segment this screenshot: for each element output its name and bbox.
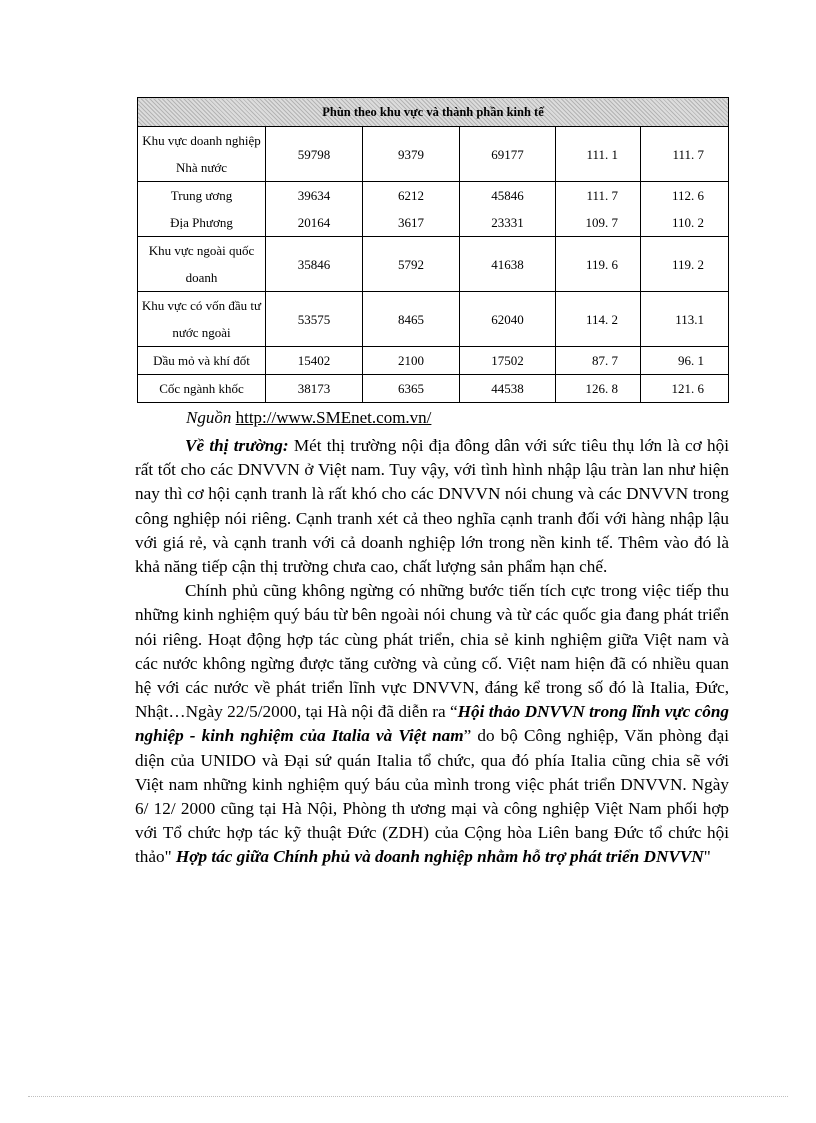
table-cell: 126. 8 bbox=[556, 375, 641, 403]
source-link[interactable]: http://www.SMEnet.com.vn/ bbox=[235, 408, 432, 427]
paragraph-government bbox=[135, 579, 729, 869]
table-cell bbox=[363, 182, 460, 237]
table-cell: 59798 bbox=[266, 127, 363, 182]
source-label: Nguồn bbox=[186, 408, 232, 427]
row-label-line: Địa Phương bbox=[170, 215, 233, 230]
table-cell: 9379 bbox=[363, 127, 460, 182]
row-label: Dầu mỏ và khí đốt bbox=[138, 347, 266, 375]
row-label bbox=[138, 127, 266, 182]
paragraph-text: ” do bộ Công nghiệp, Văn phòng đại diện của UNIDO và Đại sứ quán Italia tổ chức, qua đó phía Italia cũng chia sẽ với Việt nam những kinh nghiệm quý báu của mình trong việc phát triển DNVVN. Ngày 6/ 12/ 2000 cũng tại Hà Nội, Phòng th ương mại và công nghiệp Việt Nam phối hợp với Tổ chức hợp tác kỹ thuật Đức (ZDH) của Cộng hòa Liên bang Đức tổ chức hội thảo" bbox=[135, 726, 729, 867]
cell-line: 112. 6 bbox=[671, 188, 705, 203]
cell-line: 3617 bbox=[398, 215, 424, 230]
cell-line: 39634 bbox=[297, 188, 331, 203]
table-row bbox=[138, 182, 729, 237]
table-cell bbox=[556, 182, 641, 237]
table-cell bbox=[460, 182, 556, 237]
table-cell: 15402 bbox=[266, 347, 363, 375]
table-cell: 111. 7 bbox=[641, 127, 729, 182]
row-label bbox=[138, 237, 266, 292]
table-cell: 119. 6 bbox=[556, 237, 641, 292]
table-cell: 35846 bbox=[266, 237, 363, 292]
table-cell: 111. 1 bbox=[556, 127, 641, 182]
table-cell: 2100 bbox=[363, 347, 460, 375]
table-cell: 119. 2 bbox=[641, 237, 729, 292]
table-cell: 96. 1 bbox=[641, 347, 729, 375]
row-label-line: Khu vực có vốn đầu tư bbox=[141, 298, 262, 313]
table-cell: 8465 bbox=[363, 292, 460, 347]
table-cell: 69177 bbox=[460, 127, 556, 182]
row-label-line: doanh bbox=[185, 270, 218, 285]
row-label-line: Khu vực doanh nghiệp bbox=[142, 133, 261, 148]
cell-line: 110. 2 bbox=[671, 215, 705, 230]
table-section-header: Phùn theo khu vực và thành phần kinh tế bbox=[138, 98, 729, 127]
table-cell: 38173 bbox=[266, 375, 363, 403]
paragraph-market bbox=[135, 434, 729, 579]
cell-line: 111. 7 bbox=[586, 188, 618, 203]
paragraph-text: " bbox=[703, 847, 711, 867]
row-label-line: Khu vực ngoài quốc bbox=[148, 243, 255, 258]
table-cell: 53575 bbox=[266, 292, 363, 347]
table-row bbox=[138, 127, 729, 182]
body-text bbox=[135, 434, 729, 870]
table-cell: 113.1 bbox=[641, 292, 729, 347]
cell-line: 45846 bbox=[491, 188, 524, 203]
table-row bbox=[138, 237, 729, 292]
table-cell: 121. 6 bbox=[641, 375, 729, 403]
cell-line: 109. 7 bbox=[585, 215, 618, 230]
table-cell bbox=[641, 182, 729, 237]
table-row bbox=[138, 347, 729, 375]
row-label bbox=[138, 182, 266, 237]
row-label bbox=[138, 292, 266, 347]
row-label-line: nước ngoài bbox=[172, 325, 231, 340]
table-cell: 87. 7 bbox=[556, 347, 641, 375]
table-cell: 114. 2 bbox=[556, 292, 641, 347]
emphasized-title: Hợp tác giữa Chính phủ và doanh nghiệp nhằm hỗ trợ phát triển DNVVN bbox=[175, 847, 704, 867]
table-cell bbox=[266, 182, 363, 237]
row-label-line: Trung ương bbox=[170, 188, 233, 203]
table-cell: 44538 bbox=[460, 375, 556, 403]
source-citation bbox=[186, 407, 431, 429]
cell-line: 6212 bbox=[398, 188, 424, 203]
paragraph-text: Mét thị trường nội địa đông dân với sức tiêu thụ lớn là cơ hội rất tốt cho các DNVVN ở Việt nam. Tuy vậy, với tình hình nhập lậu tràn lan như hiện nay thì cơ hội cạnh tranh là rất khó cho các DNVVN nói chung và các DNVVN trong công nghiệp nói riêng. Cạnh tranh xét cả theo nghĩa cạnh tranh đối với hàng nhập lậu với giá rẻ, và cạnh tranh với cả doanh nghiệp lớn trong nền kinh tế. Thêm vào đó là khả năng tiếp cận thị trường chưa cao, chất lượng sản phẩm hạn chế. bbox=[135, 436, 729, 577]
paragraph-lead-heading: Về thị trường: bbox=[185, 436, 289, 455]
row-label-line: Nhà nước bbox=[175, 160, 228, 175]
footer-divider bbox=[28, 1096, 788, 1097]
table-row bbox=[138, 292, 729, 347]
row-label: Cốc ngành khốc bbox=[138, 375, 266, 403]
table-cell: 41638 bbox=[460, 237, 556, 292]
table-cell: 17502 bbox=[460, 347, 556, 375]
emphasized-title: Hội thảo DNVVN trong lĩnh vực công nghiệp - kinh nghiệm của Italia và Việt nam bbox=[135, 702, 729, 746]
cell-line: 20164 bbox=[297, 215, 331, 230]
table-section-header-row bbox=[138, 98, 729, 127]
table-cell: 5792 bbox=[363, 237, 460, 292]
table-cell: 6365 bbox=[363, 375, 460, 403]
table-row bbox=[138, 375, 729, 403]
statistics-table bbox=[137, 97, 729, 403]
cell-line: 23331 bbox=[491, 215, 524, 230]
table-cell: 62040 bbox=[460, 292, 556, 347]
paragraph-text: Chính phủ cũng không ngừng có những bước tiến tích cực trong việc tiếp thu những kinh nghiệm quý báu từ bên ngoài nói chung và từ các quốc gia đang phát triển nói riêng. Hoạt động hợp tác cùng phát triển, chia sẻ kinh nghiệm giữa Việt nam và các nước không ngừng được tăng cường và củng cố. Việt nam hiện đã có nhiều quan hệ với các nước về phát triển lĩnh vực DNVVN, đáng kể trong số đó là Italia, Đức, Nhật…Ngày 22/5/2000, tại Hà nội đã diễn ra “ bbox=[135, 581, 729, 722]
